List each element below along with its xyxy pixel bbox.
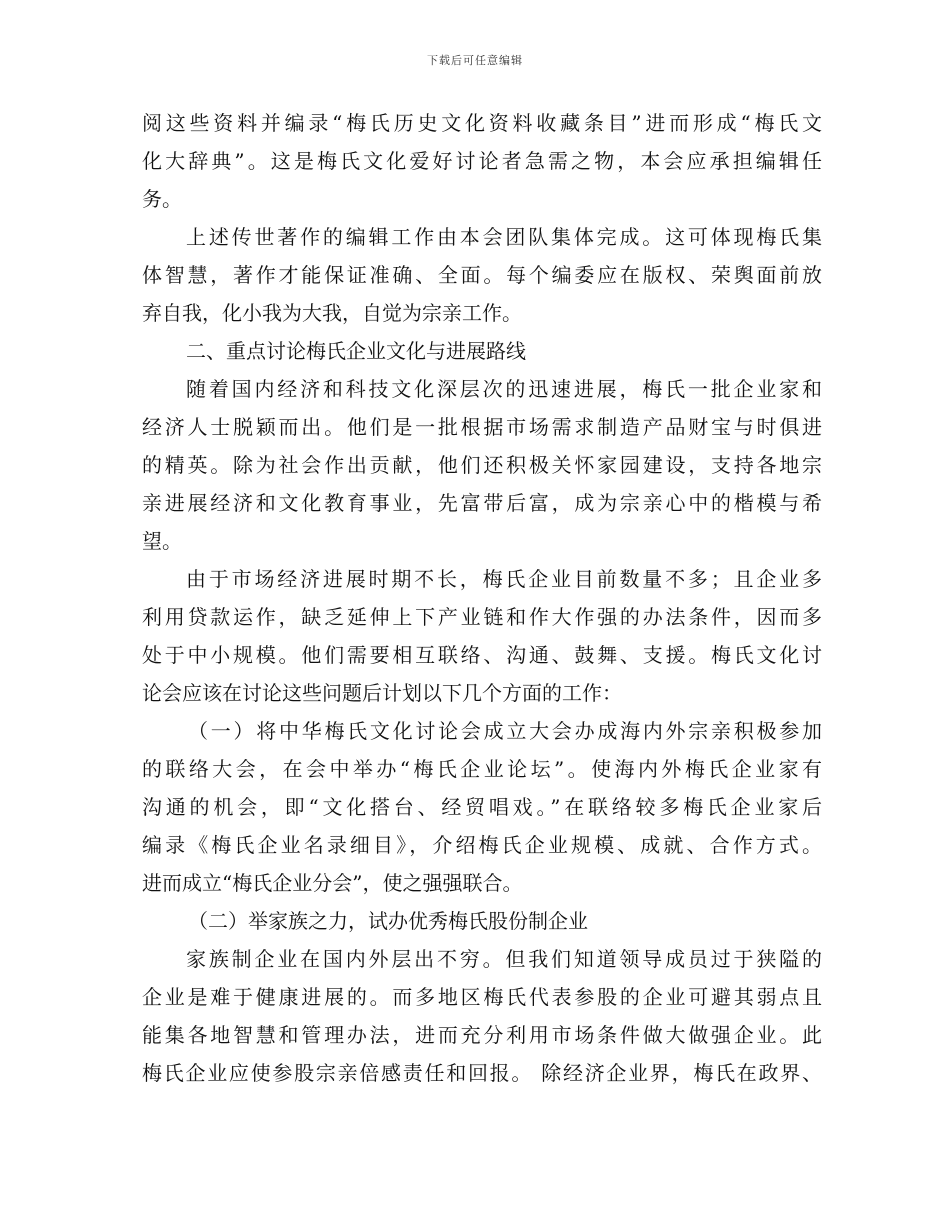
text-line: 能集各地智慧和管理办法，进而充分利用市场条件做大做强企业。此: [142, 1023, 822, 1047]
text-line: 阅这些资料并编录“梅氏历史文化资料收藏条目”进而形成“梅氏文: [142, 111, 822, 135]
text-line: 的联络大会，在会中举办“梅氏企业论坛”。使海内外梅氏企业家有: [142, 757, 822, 781]
text-line: 利用贷款运作，缺乏延伸上下产业链和作大作强的办法条件，因而多: [142, 605, 822, 629]
text-line: 的精英。除为社会作出贡献，他们还积极关怀家园建设，支持各地宗: [142, 453, 822, 477]
text-line: 化大辞典”。这是梅氏文化爱好讨论者急需之物，本会应承担编辑任: [142, 149, 822, 173]
text-line: 梅氏企业应使参股宗亲倍感责任和回报。 除经济企业界，梅氏在政界、: [142, 1061, 822, 1085]
page-header: 下载后可任意编辑: [427, 54, 523, 67]
text-line: 望。: [142, 529, 182, 553]
subsection-heading: （二）举家族之力，试办优秀梅氏股份制企业: [188, 909, 588, 933]
paragraph-start-line: 由于市场经济进展时期不长，梅氏企业目前数量不多；且企业多: [186, 567, 822, 591]
text-line: 亲进展经济和文化教育事业，先富带后富，成为宗亲心中的楷模与希: [142, 491, 822, 515]
text-line: 进而成立“梅氏企业分会”，使之强强联合。: [142, 871, 523, 895]
subsection-start-line: （一）将中华梅氏文化讨论会成立大会办成海内外宗亲积极参加: [188, 719, 822, 743]
text-line: 企业是难于健康进展的。而多地区梅氏代表参股的企业可避其弱点且: [142, 985, 822, 1009]
text-line: 编录《梅氏企业名录细目》，介绍梅氏企业规模、成就、合作方式。: [142, 833, 822, 857]
text-line: 经济人士脱颖而出。他们是一批根据市场需求制造产品财宝与时俱进: [142, 415, 822, 439]
section-heading: 二、重点讨论梅氏企业文化与进展路线: [186, 339, 526, 363]
text-line: 沟通的机会，即“文化搭台、经贸唱戏。”在联络较多梅氏企业家后: [142, 795, 822, 819]
paragraph-start-line: 随着国内经济和科技文化深层次的迅速进展，梅氏一批企业家和: [186, 377, 822, 401]
document-body: [142, 104, 822, 1092]
text-line: 处于中小规模。他们需要相互联络、沟通、鼓舞、支援。梅氏文化讨: [142, 643, 822, 667]
paragraph-start-line: 家族制企业在国内外层出不穷。但我们知道领导成员过于狭隘的: [186, 947, 822, 971]
text-line: 弃自我，化小我为大我，自觉为宗亲工作。: [142, 301, 522, 325]
text-line: 体智慧，著作才能保证准确、全面。每个编委应在版权、荣舆面前放: [142, 263, 822, 287]
paragraph-start-line: 上述传世著作的编辑工作由本会团队集体完成。这可体现梅氏集: [186, 225, 822, 249]
text-line: 论会应该在讨论这些问题后计划以下几个方面的工作：: [142, 681, 622, 705]
text-line: 务。: [142, 187, 182, 211]
